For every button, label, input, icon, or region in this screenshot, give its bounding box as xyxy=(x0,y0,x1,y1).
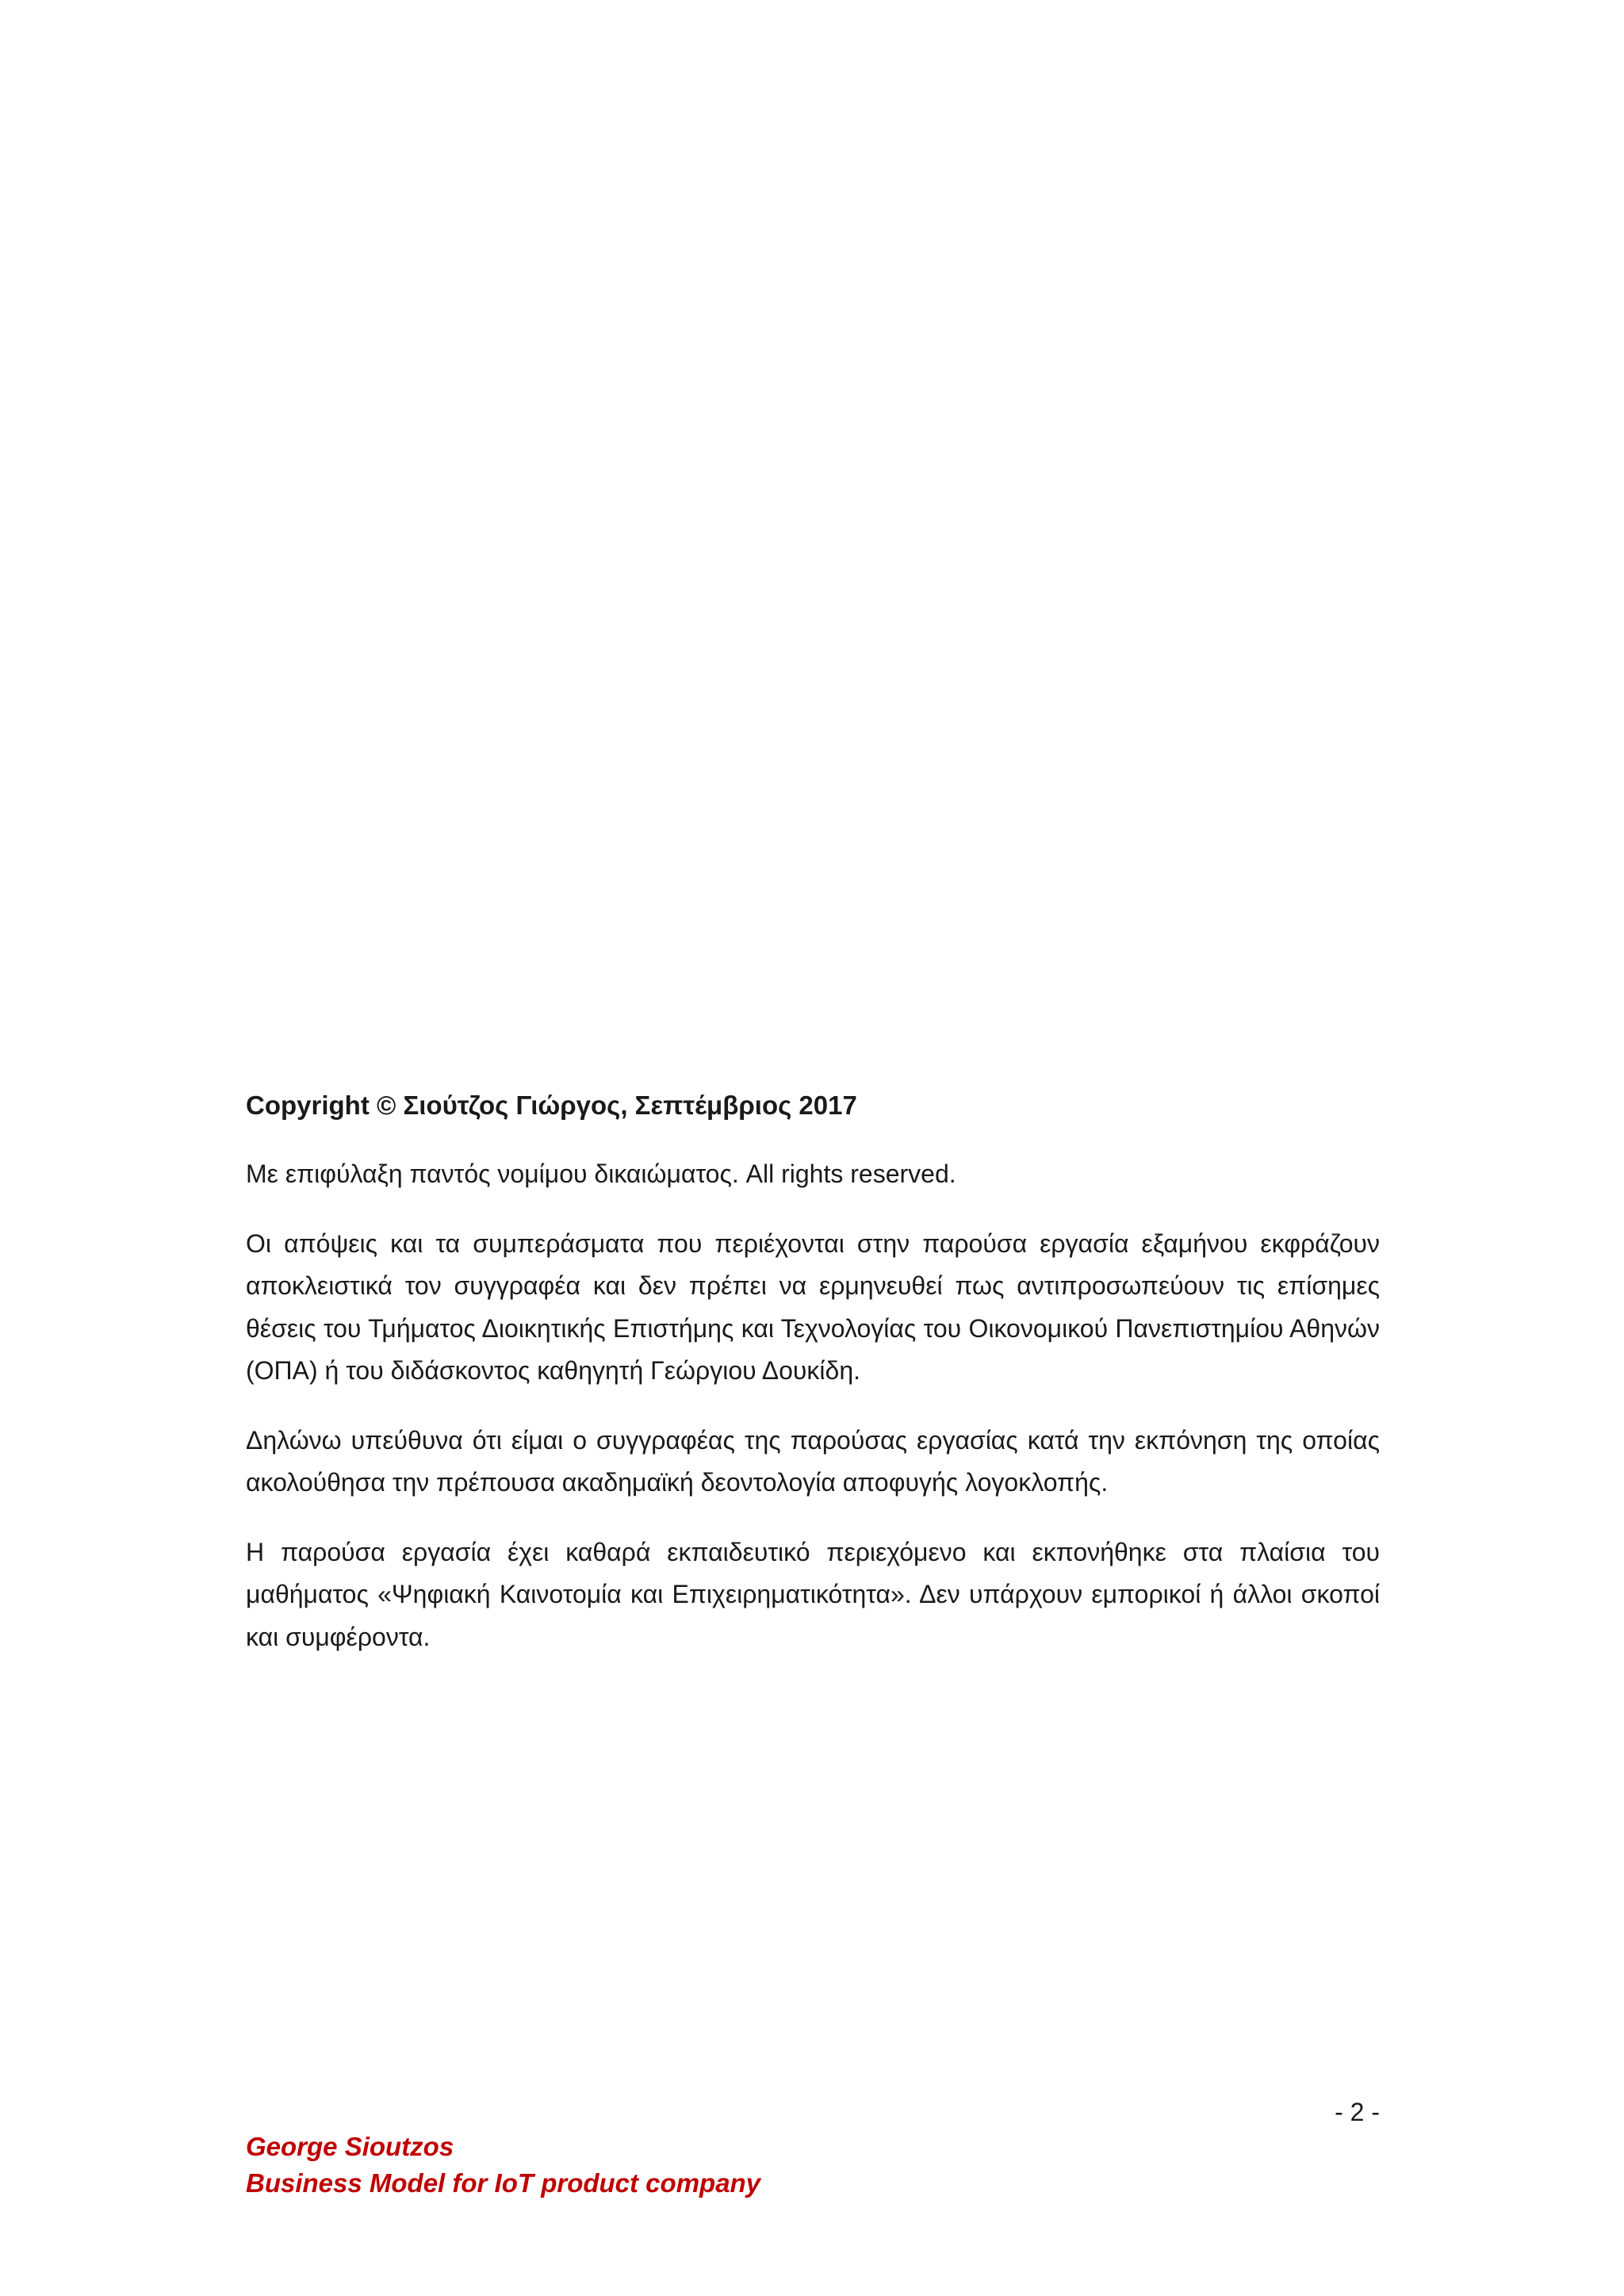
authorship-declaration-paragraph: Δηλώνω υπεύθυνα ότι είμαι ο συγγραφέας της παρούσας εργασίας κατά την εκπόνηση της οποίας ακολούθησα την πρέπουσα ακαδημαϊκή δεοντολογία αποφυγής λογοκλοπής. xyxy=(246,1425,1380,1497)
disclaimer-paragraph: Οι απόψεις και τα συμπεράσματα που περιέχονται στην παρούσα εργασία εξαμήνου εκφράζουν αποκλειστικά τον συγγραφέα και δεν πρέπει να ερμηνευθεί πως αντιπροσωπεύουν τις επίσημες θέσεις του Τμήματος Διοικητικής Επιστήμης και Τεχνολογίας του Οικονομικού Πανεπιστημίου Αθηνών (ΟΠΑ) ή του διδάσκοντος καθηγητή Γεώργιου Δουκίδη. xyxy=(246,1228,1380,1385)
page-footer xyxy=(246,2129,1118,2202)
footer-title: Business Model for IoT product company xyxy=(246,2168,761,2198)
rights-paragraph: Με επιφύλαξη παντός νομίμου δικαιώματος. All rights reserved. xyxy=(246,1159,956,1188)
footer-author: George Sioutzos xyxy=(246,2132,454,2161)
educational-purpose-paragraph: Η παρούσα εργασία έχει καθαρά εκπαιδευτικό περιεχόμενο και εκπονήθηκε στα πλαίσια του μαθήματος «Ψηφιακή Καινοτομία και Επιχειρηματικότητα». Δεν υπάρχουν εμπορικοί ή άλλοι σκοποί και συμφέροντα. xyxy=(246,1537,1380,1651)
page-number: - 2 - xyxy=(1335,2098,1380,2126)
copyright-line: Copyright © Σιούτζος Γιώργος, Σεπτέμβριος 2017 xyxy=(246,1091,857,1120)
page-body xyxy=(246,1085,1380,1685)
